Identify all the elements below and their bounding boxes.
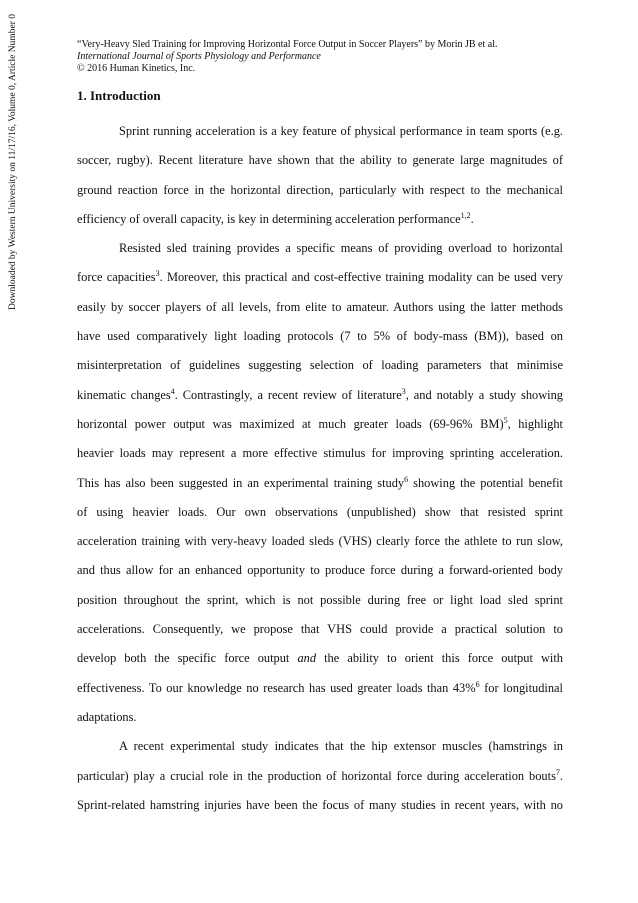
text-line: develop both the specific force output and the ability to orient this force output with — [77, 651, 563, 666]
text-line: misinterpretation of guidelines suggesting selection of loading parameters that minimise — [77, 358, 563, 373]
paragraph-2 — [77, 234, 563, 732]
text-line: efficiency of overall capacity, is key in determining acceleration performance$^{1,2}$. — [77, 210, 474, 226]
text-line: particular) play a crucial role in the production of horizontal force during acceleration bouts$^7$. — [77, 767, 563, 783]
citation-ref: 3 — [155, 269, 160, 279]
text-line: soccer, rugby). Recent literature have shown that the ability to generate large magnitudes of — [77, 153, 563, 168]
text-line: of using heavier loads. Our own observations (unpublished) show that resisted sprint — [77, 504, 563, 519]
section-title: 1. Introduction — [77, 88, 161, 103]
paragraph-1 — [77, 117, 563, 234]
text-line: adaptations. — [77, 709, 137, 724]
journal-name: International Journal of Sports Physiology and Performance — [77, 51, 321, 63]
citation-ref: 7 — [555, 767, 560, 777]
text-line: Sprint running acceleration is a key feature of physical performance in team sports (e.g. — [119, 124, 563, 138]
text-line: force capacities$^3$. Moreover, this practical and cost-effective training modality can be used very — [77, 269, 564, 285]
emphasis: and — [297, 651, 317, 666]
text-line: ground reaction force in the horizontal direction, particularly with respect to the mechanical — [77, 182, 563, 197]
text-line: kinematic changes$^4$. Contrastingly, a recent review of literature$^3$, and notably a study showing — [77, 386, 563, 402]
citation-ref: 6 — [475, 679, 480, 689]
text-line: heavier loads may represent a more effective stimulus for improving sprinting acceleration. — [77, 446, 563, 461]
paragraph-3 — [77, 732, 563, 820]
citation-ref: 3 — [401, 386, 406, 396]
copyright-line: © 2016 Human Kinetics, Inc. — [77, 63, 196, 75]
text-line: horizontal power output was maximized at much greater loads (69-96% BM)$^5$, highlight — [77, 415, 563, 431]
text-line: have used comparatively light loading protocols (7 to 5% of body-mass (BM)), based on — [77, 329, 563, 344]
text-line: This has also been suggested in an experimental training study$^6$ showing the potential benefit — [77, 474, 563, 490]
citation-ref: 4 — [170, 386, 175, 396]
text-line: acceleration training with very-heavy loaded sleds (VHS) clearly force the athlete to run slow, — [77, 534, 563, 549]
citation-ref: 1,2 — [460, 210, 471, 220]
article-body — [77, 86, 563, 820]
text-line: Sprint-related hamstring injuries have been the focus of many studies in recent years, with no — [77, 797, 563, 812]
text-line: A recent experimental study indicates that the hip extensor muscles (hamstrings in — [119, 739, 563, 754]
download-note: Downloaded by Western University on 11/17/16, Volume 0, Article Number 0 — [8, 14, 18, 310]
citation-ref: 5 — [503, 415, 508, 425]
text-line: Resisted sled training provides a specific means of providing overload to horizontal — [119, 241, 563, 256]
text-line: accelerations. Consequently, we propose that VHS could provide a practical solution to — [77, 622, 563, 637]
article-header — [77, 39, 597, 76]
text-line: and thus allow for an enhanced opportunity to produce force during a forward-oriented body — [77, 563, 563, 578]
citation-ref: 6 — [404, 474, 409, 484]
citation-line: “Very-Heavy Sled Training for Improving Horizontal Force Output in Soccer Players” by Morin JB et al. — [77, 39, 498, 50]
text-line: effectiveness. To our knowledge no research has used greater loads than 43%$^6$ for longitudinal — [77, 679, 563, 695]
download-watermark — [8, 14, 18, 310]
text-line: easily by soccer players of all levels, from elite to amateur. Authors using the latter methods — [77, 299, 563, 314]
text-line: position throughout the sprint, which is not possible during free or light load sled sprint — [77, 592, 563, 607]
